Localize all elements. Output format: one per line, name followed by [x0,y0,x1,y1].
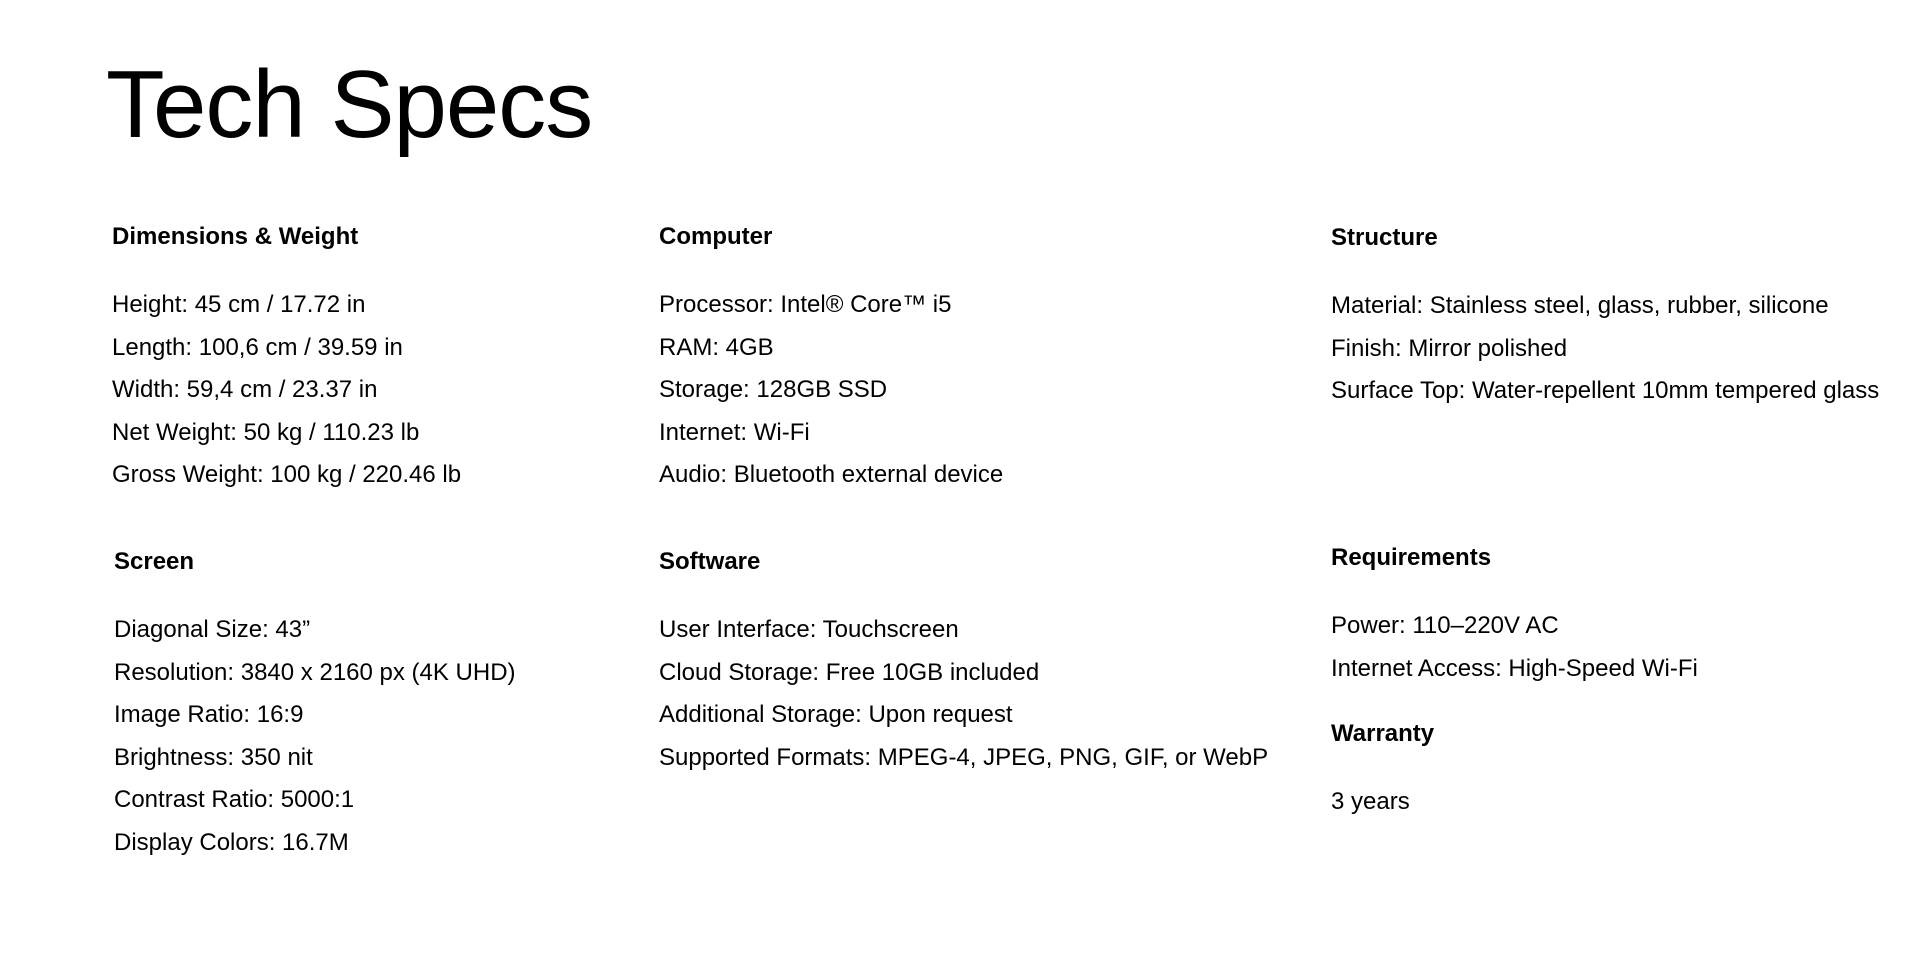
spec-item-audio: Audio: Bluetooth external device [659,461,1004,488]
spec-item-gross-weight: Gross Weight: 100 kg / 220.46 lb [112,461,462,488]
spec-item-user-interface: User Interface: Touchscreen [659,616,959,643]
spec-item-storage: Storage: 128GB SSD [659,376,888,403]
spec-list [1331,285,1879,413]
page-title: Tech Specs [106,51,593,158]
section-heading: Requirements [1331,544,1492,571]
spec-item-resolution: Resolution: 3840 x 2160 px (4K UHD) [114,658,516,686]
spec-item-warranty-period: 3 years [1331,788,1410,815]
section-heading: Warranty [1331,720,1435,747]
spec-item-display-colors: Display Colors: 16.7M [114,828,349,856]
spec-item-power: Power: 110–220V AC [1331,612,1559,639]
spec-item-brightness: Brightness: 350 nit [114,743,313,771]
spec-item-length: Length: 100,6 cm / 39.59 in [112,333,403,361]
spec-item-surface-top: Surface Top: Water-repellent 10mm tempered glass [1331,377,1880,404]
spec-list [659,609,1268,779]
section-heading: Dimensions & Weight [112,223,359,250]
spec-item-diagonal-size: Diagonal Size: 43” [114,616,311,643]
spec-item-material: Material: Stainless steel, glass, rubber, silicone [1331,292,1829,319]
spec-item-image-ratio: Image Ratio: 16:9 [114,701,304,728]
section-heading: Screen [114,548,195,575]
spec-item-additional-storage: Additional Storage: Upon request [659,701,1013,728]
spec-list [1331,605,1698,690]
section-heading: Structure [1331,224,1438,251]
spec-list [114,609,516,864]
structure-section [1331,223,1879,413]
spec-item-net-weight: Net Weight: 50 kg / 110.23 lb [112,418,420,446]
section-heading: Computer [659,223,773,250]
spec-item-width: Width: 59,4 cm / 23.37 in [112,376,378,403]
spec-list [659,284,1003,497]
spec-item-finish: Finish: Mirror polished [1331,334,1568,362]
spec-item-cloud-storage: Cloud Storage: Free 10GB included [659,658,1040,686]
warranty-section [1331,719,1434,824]
computer-section [659,222,1003,497]
screen-section [114,547,516,864]
software-section [659,547,1268,779]
spec-item-internet: Internet: Wi-Fi [659,418,810,446]
spec-item-internet-access: Internet Access: High-Speed Wi-Fi [1331,654,1698,682]
spec-item-height: Height: 45 cm / 17.72 in [112,291,366,318]
spec-item-supported-formats: Supported Formats: MPEG-4, JPEG, PNG, GIF, or WebP [659,743,1269,771]
spec-list [112,284,461,497]
spec-list [1331,781,1434,824]
spec-item-processor: Processor: Intel® Core™ i5 [659,291,952,318]
spec-item-contrast-ratio: Contrast Ratio: 5000:1 [114,786,355,813]
section-heading: Software [659,548,761,575]
spec-item-ram: RAM: 4GB [659,333,774,361]
dimensions-weight-section [112,222,461,497]
requirements-section [1331,543,1698,690]
